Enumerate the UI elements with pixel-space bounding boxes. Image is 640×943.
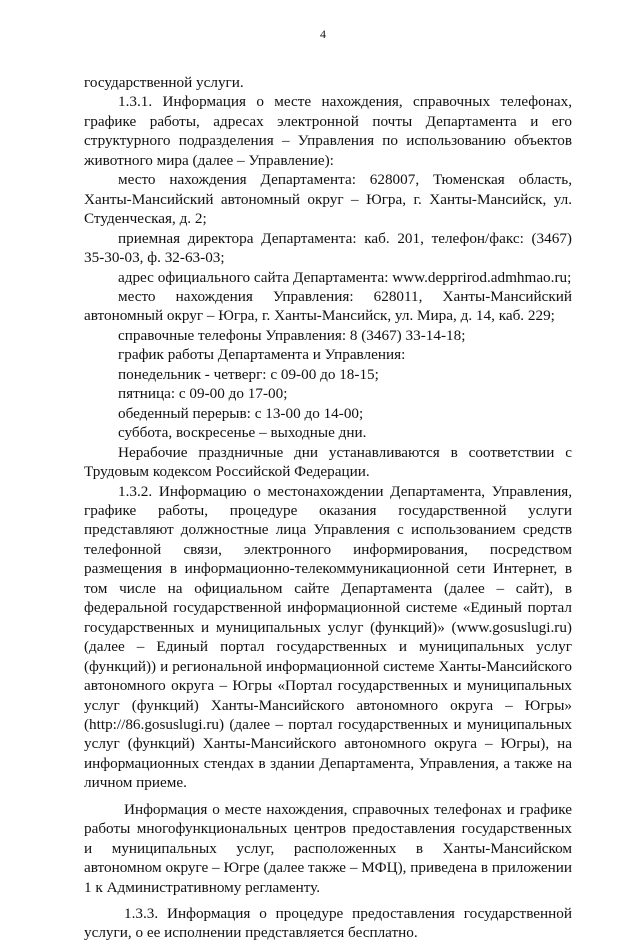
paragraph-holidays: Нерабочие праздничные дни устанавливаются в соответствии с Трудовым кодексом Российской Федерации. (84, 443, 572, 481)
paragraph-schedule-mon-thu: понедельник - четверг: с 09-00 до 18-15; (118, 365, 379, 383)
paragraph-schedule-heading: график работы Департамента и Управления: (118, 346, 406, 364)
paragraph-office-phones: справочные телефоны Управления: 8 (3467) 33-14-18; (118, 326, 466, 344)
document-body (84, 73, 572, 943)
paragraph-director-reception: приемная директора Департамента: каб. 201, телефон/факс: (3467) 35-30-03, ф. 32-63-03; (84, 229, 572, 267)
paragraph-schedule-lunch: обеденный перерыв: с 13-00 до 14-00; (118, 404, 364, 422)
paragraph-office-location: место нахождения Управления: 628011, Ханты-Мансийский автономный округ – Югра, г. Ханты-Мансийск, ул. Мира, д. 14, каб. 229; (84, 287, 572, 325)
paragraph-website-address: адрес официального сайта Департамента: www.depprirod.admhmao.ru; (118, 268, 572, 286)
paragraph-1-3-3: 1.3.3. Информация о процедуре предоставления государственной услуги, о ее исполнении представляется бесплатно. (84, 905, 572, 942)
paragraph-continuation: государственной услуги. (84, 74, 244, 91)
page-number: 4 (320, 27, 326, 41)
paragraph-mfc-info: Информация о месте нахождения, справочных телефонах и графике работы многофункциональных центров предоставления государственных и муниципальных услуг, расположенных в Ханты-Мансийском автономном округе – Югре (далее также – МФЦ), приведена в приложении 1 к Административному регламенту. (84, 800, 572, 896)
paragraph-schedule-weekend: суббота, воскресенье – выходные дни. (118, 424, 367, 442)
paragraph-1-3-1: 1.3.1. Информация о месте нахождения, справочных телефонах, графике работы, адресах электронной почты Департамента и его структурного подразделения – Управления по использованию объектов животного мира (далее – Управление): (84, 93, 572, 169)
paragraph-1-3-2: 1.3.2. Информацию о местонахождении Департамента, Управления, графике работы, процедуре оказания государственной услуги представляют должностные лица Управления с использованием средств телефонной связи, электронного информирования, посредством размещения в информационно-телекоммуникационной сети Интернет, в том числе на официальном сайте Департамента (далее – сайт), в федеральной государственной информационной системе «Единый портал государственных и муниципальных услуг (функций)» (www.gosuslugi.ru) (далее – Единый портал государственных и муниципальных услуг (функций)) и региональной информационной системе Ханты-Мансийского автономного округа – Югры «Портал государственных и муниципальных услуг (функций) Ханты-Мансийского автономного округа – Югры» (http://86.gosuslugi.ru) (далее – портал государственных и муниципальных услуг (функций) Ханты-Мансийского автономного округа – Югры), на информационных стендах в здании Департамента, Управления, а также на личном приеме. (84, 482, 572, 792)
paragraph-schedule-friday: пятница: с 09-00 до 17-00; (118, 385, 288, 403)
paragraph-department-location: место нахождения Департамента: 628007, Тюменская область, Ханты-Мансийский автономный округ – Югра, г. Ханты-Мансийск, ул. Студенческая, д. 2; (84, 171, 572, 228)
